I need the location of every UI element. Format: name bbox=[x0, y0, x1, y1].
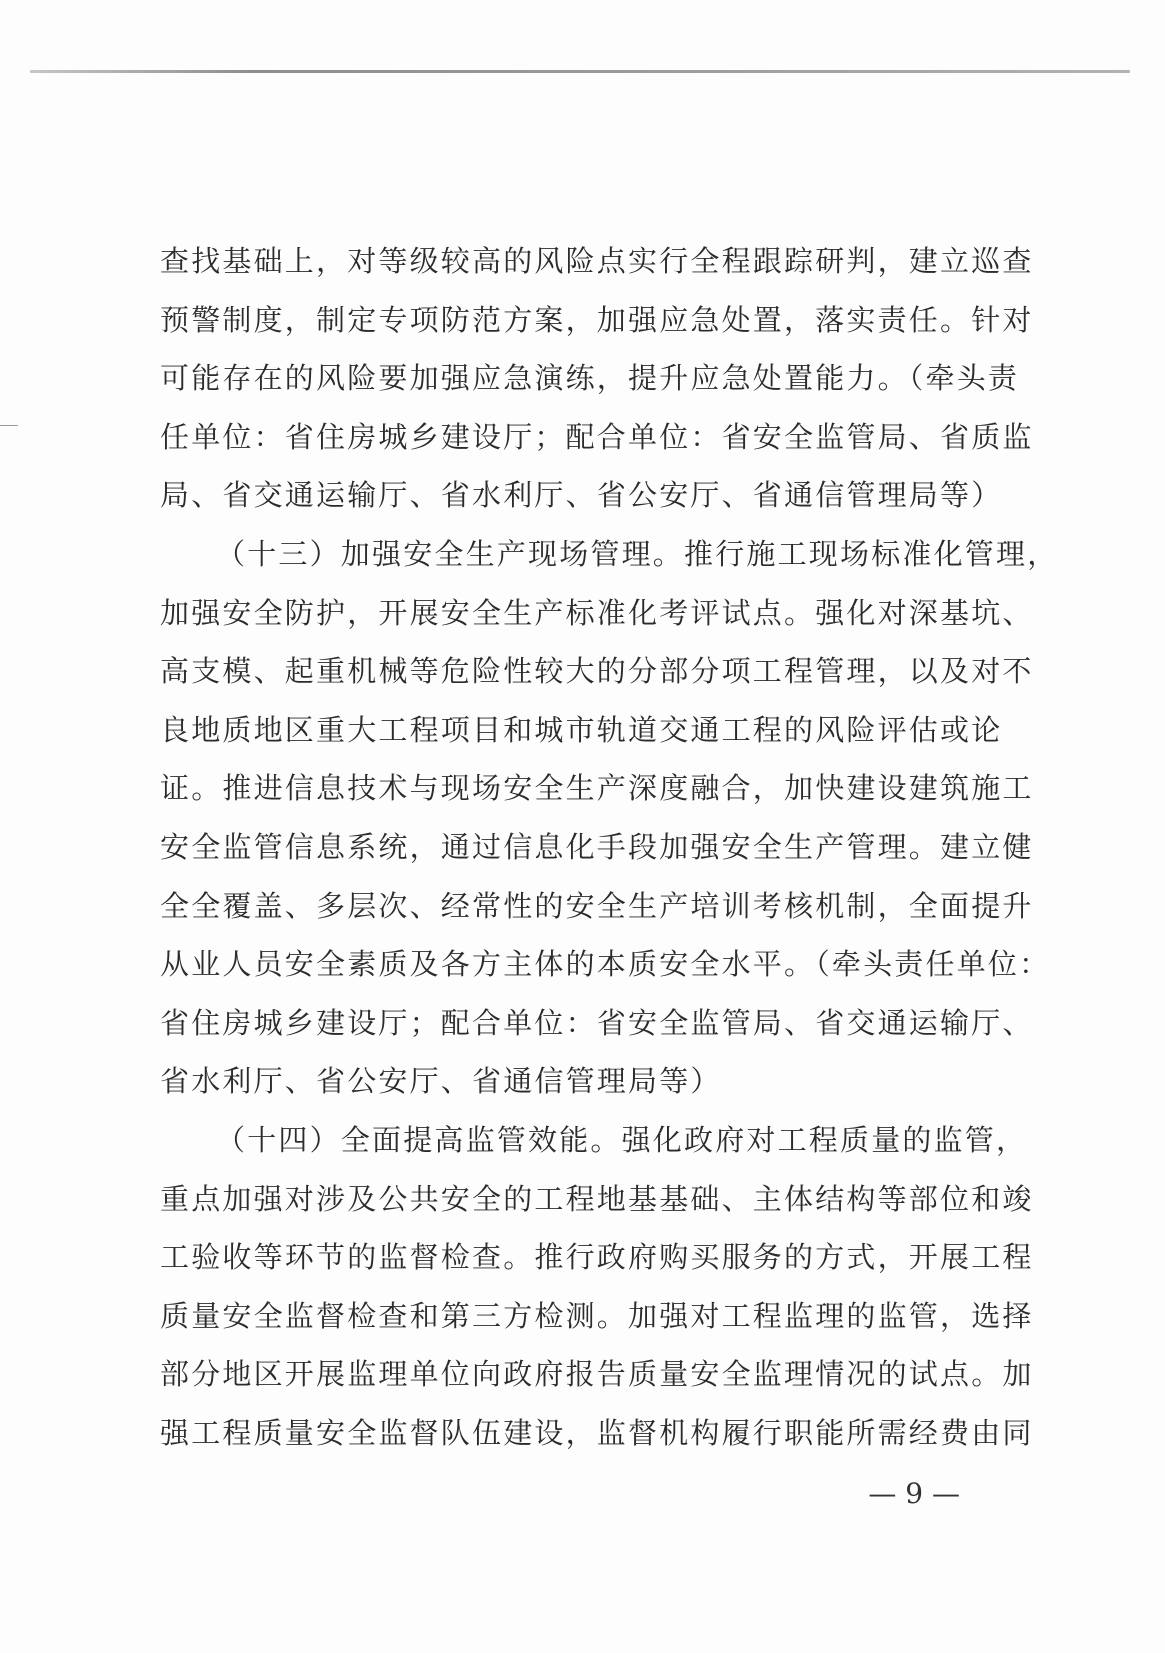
text-line: 查找基础上，对等级较高的风险点实行全程跟踪研判，建立巡查 bbox=[160, 244, 1034, 278]
text-line: 强工程质量安全监督队伍建设，监督机构履行职能所需经费由同 bbox=[160, 1415, 1034, 1450]
paragraph-14-heading-line: （十四）全面提高监管效能。强化政府对工程质量的监管， bbox=[216, 1122, 1028, 1157]
scan-margin-mark bbox=[0, 425, 18, 426]
text-line: 全全覆盖、多层次、经常性的安全生产培训考核机制，全面提升 bbox=[160, 888, 1034, 923]
text-line: 加强安全防护，开展安全生产标准化考评试点。强化对深基坑、 bbox=[160, 595, 1034, 630]
text-line: 高支模、起重机械等危险性较大的分部分项工程管理，以及对不 bbox=[160, 654, 1034, 689]
paragraph-13-heading-line: （十三）加强安全生产现场管理。推行施工现场标准化管理， bbox=[216, 536, 1059, 571]
text-line: 局、省交通运输厅、省水利厅、省公安厅、省通信管理局等） bbox=[160, 478, 1003, 513]
header-rule bbox=[30, 70, 1130, 73]
page-number-text: — 9 — bbox=[868, 1477, 960, 1510]
text-line: 可能存在的风险要加强应急演练，提升应急处置能力。（牵头责 bbox=[160, 361, 1020, 396]
text-line: 安全监管信息系统，通过信息化手段加强安全生产管理。建立健 bbox=[160, 829, 1034, 864]
text-line: 部分地区开展监理单位向政府报告质量安全监理情况的试点。加 bbox=[160, 1357, 1034, 1392]
text-line: 工验收等环节的监督检查。推行政府购买服务的方式，开展工程 bbox=[160, 1240, 1034, 1275]
text-line: 质量安全监督检查和第三方检测。加强对工程监理的监管，选择 bbox=[160, 1298, 1034, 1333]
text-line: 良地质地区重大工程项目和城市轨道交通工程的风险评估或论 bbox=[160, 712, 1003, 747]
text-line: 省水利厅、省公安厅、省通信管理局等） bbox=[160, 1064, 722, 1099]
document-body bbox=[160, 232, 1059, 1462]
page-number bbox=[0, 1477, 1165, 1510]
text-line: 省住房城乡建设厅；配合单位：省安全监管局、省交通运输厅、 bbox=[160, 1005, 1034, 1040]
text-line: 重点加强对涉及公共安全的工程地基基础、主体结构等部位和竣 bbox=[160, 1181, 1034, 1216]
text-line: 证。推进信息技术与现场安全生产深度融合，加快建设建筑施工 bbox=[160, 771, 1034, 806]
text-line: 任单位：省住房城乡建设厅；配合单位：省安全监管局、省质监 bbox=[160, 419, 1034, 454]
text-line: 从业人员安全素质及各方主体的本质安全水平。（牵头责任单位： bbox=[160, 947, 1051, 982]
text-line: 预警制度，制定专项防范方案，加强应急处置，落实责任。针对 bbox=[160, 302, 1034, 337]
